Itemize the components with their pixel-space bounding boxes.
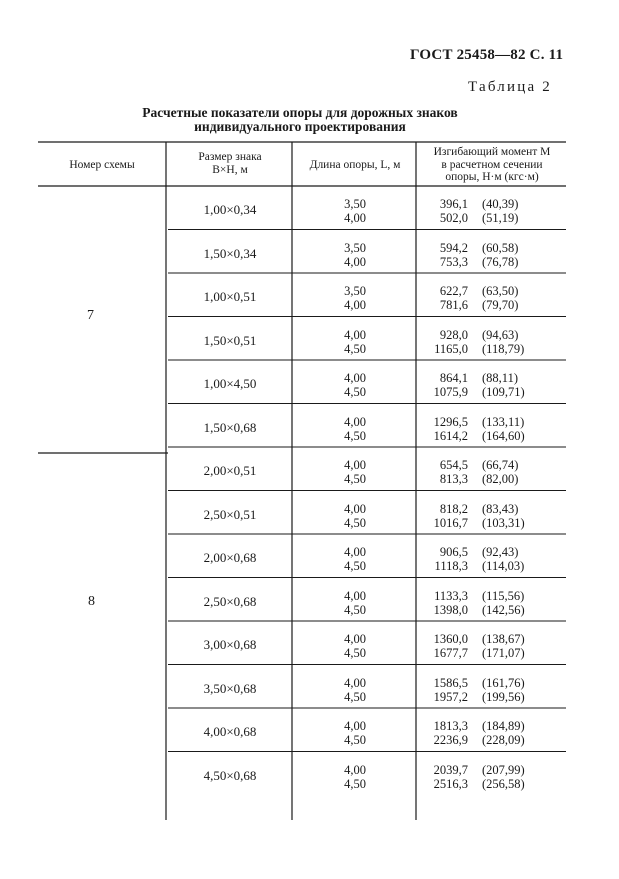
moment-nm: 2039,7 <box>433 762 468 777</box>
length-value: 4,00 <box>344 501 366 516</box>
length-value: 4,00 <box>344 458 366 472</box>
moment-kgs: (133,11) <box>482 414 525 429</box>
moment-nm: 906,5 <box>439 545 468 559</box>
moment-line <box>418 328 558 342</box>
length-cell <box>330 284 380 312</box>
length-value: 4,50 <box>344 602 366 617</box>
length-cell <box>330 676 380 704</box>
col-header-scheme: Номер схемы <box>69 159 135 171</box>
moment-cell <box>418 632 558 660</box>
moment-kgs: (118,79) <box>482 341 525 356</box>
size-cell: 3,00×0,68 <box>203 637 257 652</box>
col-header-moment: Изгибающий момент M в расчетном сечении опоры, Н·м (кгс·м) <box>433 146 551 183</box>
length-value: 4,00 <box>344 254 366 269</box>
length-value: 4,00 <box>344 371 366 385</box>
moment-line <box>418 690 558 704</box>
moment-nm: 654,5 <box>439 458 468 472</box>
moment-cell <box>418 502 558 530</box>
length-value: 4,00 <box>344 545 366 559</box>
size-cell: 1,00×0,34 <box>203 202 257 217</box>
length-value: 4,50 <box>344 472 366 486</box>
length-value: 4,50 <box>344 341 366 356</box>
moment-nm: 1813,3 <box>433 719 468 733</box>
size-cell: 1,00×4,50 <box>203 376 257 391</box>
moment-nm: 1296,5 <box>433 414 468 429</box>
moment-nm: 1165,0 <box>434 341 468 356</box>
size-cell: 1,50×0,51 <box>203 332 257 348</box>
moment-line <box>418 255 558 269</box>
moment-cell <box>418 415 558 443</box>
moment-kgs: (94,63) <box>482 327 519 342</box>
length-value: 4,50 <box>344 428 366 443</box>
moment-nm: 622,7 <box>439 284 468 298</box>
length-value: 4,00 <box>344 588 366 603</box>
moment-kgs: (199,56) <box>482 689 525 704</box>
moment-nm: 928,0 <box>439 327 468 342</box>
moment-cell <box>418 197 558 225</box>
moment-cell <box>418 676 558 704</box>
moment-line <box>418 589 558 603</box>
size-cell: 2,00×0,68 <box>203 550 257 565</box>
moment-nm: 1586,5 <box>433 675 468 690</box>
moment-nm: 1360,0 <box>433 632 468 646</box>
length-value: 4,00 <box>344 298 366 312</box>
moment-kgs: (103,31) <box>482 515 525 530</box>
moment-cell <box>418 458 558 486</box>
moment-line <box>418 763 558 777</box>
table-label: Таблица 2 <box>468 79 552 95</box>
moment-line <box>418 516 558 530</box>
length-cell <box>330 763 380 791</box>
moment-kgs: (82,00) <box>482 472 519 486</box>
moment-nm: 1118,3 <box>434 559 468 573</box>
length-value: 4,00 <box>344 719 366 733</box>
moment-cell <box>418 284 558 312</box>
length-value: 4,50 <box>344 646 366 660</box>
moment-cell <box>418 328 558 356</box>
moment-line <box>418 472 558 486</box>
caption-line-2: индивидуального проектирования <box>194 119 406 134</box>
size-cell: 2,50×0,51 <box>203 506 257 522</box>
moment-line <box>418 777 558 791</box>
moment-line <box>418 502 558 516</box>
moment-nm: 864,1 <box>439 371 468 385</box>
length-value: 4,50 <box>344 515 366 530</box>
moment-nm: 1133,3 <box>434 588 468 603</box>
moment-nm: 1398,0 <box>433 602 468 617</box>
moment-cell <box>418 589 558 617</box>
length-value: 4,00 <box>344 762 366 777</box>
moment-kgs: (184,89) <box>482 719 525 733</box>
length-cell <box>330 371 380 399</box>
moment-kgs: (207,99) <box>482 762 525 777</box>
moment-nm: 1677,7 <box>433 646 468 660</box>
moment-kgs: (51,19) <box>482 211 519 225</box>
size-cell: 3,50×0,68 <box>203 680 257 696</box>
moment-nm: 1957,2 <box>433 689 468 704</box>
size-cell: 1,50×0,68 <box>203 419 257 435</box>
moment-kgs: (76,78) <box>482 254 519 269</box>
moment-nm: 813,3 <box>439 472 468 486</box>
length-cell <box>330 328 380 356</box>
length-cell <box>330 415 380 443</box>
moment-kgs: (115,56) <box>482 588 525 603</box>
length-value: 4,50 <box>344 733 366 747</box>
length-value: 3,50 <box>344 284 366 298</box>
moment-line <box>418 429 558 443</box>
moment-line <box>418 415 558 429</box>
moment-kgs: (228,09) <box>482 733 525 747</box>
scheme-number-7: 7 <box>87 308 94 323</box>
moment-nm: 2516,3 <box>433 776 468 791</box>
moment-line <box>418 559 558 573</box>
moment-kgs: (79,70) <box>482 298 519 312</box>
moment-kgs: (88,11) <box>482 371 518 385</box>
moment-line <box>418 197 558 211</box>
length-cell <box>330 502 380 530</box>
size-cell: 2,00×0,51 <box>203 463 257 478</box>
length-cell <box>330 197 380 225</box>
scheme-number-8: 8 <box>88 594 95 609</box>
size-cell: 1,00×0,51 <box>203 289 257 304</box>
moment-nm: 818,2 <box>439 501 468 516</box>
moment-kgs: (256,58) <box>482 776 525 791</box>
length-cell <box>330 719 380 747</box>
moment-cell <box>418 241 558 269</box>
col-header-length: Длина опоры, L, м <box>309 159 401 171</box>
moment-nm: 594,2 <box>439 240 468 255</box>
moment-line <box>418 298 558 312</box>
size-cell: 1,50×0,34 <box>203 245 257 261</box>
length-value: 4,00 <box>344 414 366 429</box>
moment-kgs: (161,76) <box>482 675 525 690</box>
moment-kgs: (66,74) <box>482 458 519 472</box>
moment-kgs: (109,71) <box>482 385 525 399</box>
moment-cell <box>418 763 558 791</box>
moment-cell <box>418 545 558 573</box>
moment-line <box>418 646 558 660</box>
length-value: 4,00 <box>344 675 366 690</box>
moment-nm: 1614,2 <box>433 428 468 443</box>
moment-kgs: (164,60) <box>482 428 525 443</box>
length-cell <box>330 241 380 269</box>
moment-kgs: (114,03) <box>482 559 525 573</box>
moment-line <box>418 211 558 225</box>
size-cell: 2,50×0,68 <box>203 593 257 609</box>
moment-cell <box>418 719 558 747</box>
length-value: 4,00 <box>344 211 366 225</box>
moment-kgs: (63,50) <box>482 284 519 298</box>
moment-line <box>418 733 558 747</box>
length-value: 4,00 <box>344 327 366 342</box>
moment-line <box>418 342 558 356</box>
moment-kgs: (83,43) <box>482 501 519 516</box>
moment-line <box>418 603 558 617</box>
length-value: 4,50 <box>344 776 366 791</box>
moment-kgs: (142,56) <box>482 602 525 617</box>
moment-nm: 781,6 <box>439 298 468 312</box>
length-value: 4,50 <box>344 559 366 573</box>
moment-line <box>418 241 558 255</box>
size-cell: 4,50×0,68 <box>203 767 257 783</box>
moment-line <box>418 371 558 385</box>
length-value: 4,50 <box>344 689 366 704</box>
moment-line <box>418 458 558 472</box>
size-cell: 4,00×0,68 <box>203 724 257 739</box>
moment-nm: 753,3 <box>439 254 468 269</box>
moment-kgs: (40,39) <box>482 197 519 211</box>
moment-line <box>418 719 558 733</box>
moment-nm: 2236,9 <box>433 733 468 747</box>
moment-line <box>418 676 558 690</box>
length-cell <box>330 589 380 617</box>
moment-kgs: (92,43) <box>482 545 519 559</box>
length-value: 3,50 <box>344 197 366 211</box>
moment-nm: 1075,9 <box>433 385 468 399</box>
page-header: ГОСТ 25458—82 С. 11 <box>410 47 564 63</box>
moment-line <box>418 545 558 559</box>
moment-line <box>418 284 558 298</box>
moment-nm: 396,1 <box>439 197 468 211</box>
moment-cell <box>418 371 558 399</box>
moment-line <box>418 385 558 399</box>
moment-kgs: (171,07) <box>482 646 525 660</box>
length-value: 4,00 <box>344 632 366 646</box>
caption-line-1: Расчетные показатели опоры для дорожных знаков <box>142 105 458 120</box>
moment-line <box>418 632 558 646</box>
length-value: 4,50 <box>344 385 366 399</box>
moment-kgs: (60,58) <box>482 240 519 255</box>
length-value: 3,50 <box>344 240 366 255</box>
length-cell <box>330 632 380 660</box>
length-cell <box>330 458 380 486</box>
moment-nm: 1016,7 <box>433 515 468 530</box>
length-cell <box>330 545 380 573</box>
col-header-size: Размер знака B×H, м <box>198 151 262 176</box>
moment-kgs: (138,67) <box>482 632 525 646</box>
moment-nm: 502,0 <box>439 211 468 225</box>
